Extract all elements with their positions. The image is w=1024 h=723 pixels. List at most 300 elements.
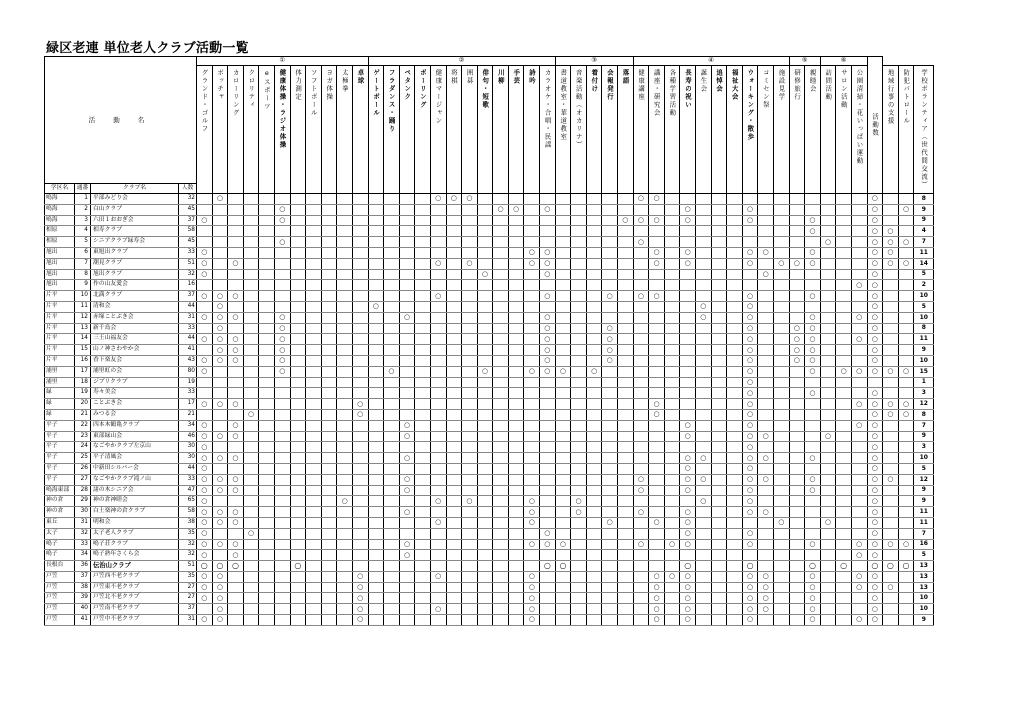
activity-mark: ○ <box>789 345 805 356</box>
activity-cell <box>649 323 665 334</box>
activity-mark: ○ <box>805 539 821 550</box>
club-name-cell: 清和会 <box>91 301 179 312</box>
activity-cell <box>399 334 415 345</box>
activity-mark: ○ <box>197 258 213 269</box>
district-cell: 浦里 <box>45 377 75 388</box>
activity-mark: ○ <box>805 291 821 302</box>
activity-cell <box>664 258 680 269</box>
activity-cell <box>711 582 727 593</box>
table-row <box>45 517 934 528</box>
activity-cell <box>415 226 431 237</box>
activity-cell <box>758 399 774 410</box>
activity-cell <box>384 258 400 269</box>
activity-cell <box>274 593 290 604</box>
activity-cell <box>259 474 275 485</box>
activity-cell <box>352 420 368 431</box>
activity-cell <box>524 420 540 431</box>
activity-cell <box>851 561 867 572</box>
activity-cell <box>337 420 353 431</box>
activity-cell <box>352 561 368 572</box>
activity-cell <box>243 377 259 388</box>
activity-cell <box>727 237 743 248</box>
activity-mark: ○ <box>274 215 290 226</box>
activity-cell <box>430 345 446 356</box>
activity-cell <box>789 485 805 496</box>
activity-cell <box>493 453 509 464</box>
activity-cell <box>337 334 353 345</box>
activity-cell <box>696 247 712 258</box>
activity-cell <box>758 463 774 474</box>
activity-cell <box>259 312 275 323</box>
club-name-cell: みつる会 <box>91 409 179 420</box>
activity-cell <box>243 496 259 507</box>
activity-mark: ○ <box>742 204 758 215</box>
activity-cell <box>462 323 478 334</box>
activity-mark: ○ <box>898 399 914 410</box>
activity-header: 書道教室・華道教室 <box>555 66 571 194</box>
activity-mark: ○ <box>352 615 368 626</box>
activity-cell <box>602 409 618 420</box>
activity-cell <box>508 442 524 453</box>
activity-mark: ○ <box>867 388 883 399</box>
activity-cell <box>243 550 259 561</box>
activity-cell <box>898 442 914 453</box>
activity-cell <box>306 312 322 323</box>
activity-mark: ○ <box>197 269 213 280</box>
activity-cell <box>462 399 478 410</box>
activity-cell <box>259 582 275 593</box>
activity-cell <box>696 399 712 410</box>
activity-cell <box>883 301 899 312</box>
activity-cell <box>462 593 478 604</box>
activity-cell <box>274 442 290 453</box>
activity-cell <box>696 539 712 550</box>
activity-cell <box>758 204 774 215</box>
activity-cell <box>384 312 400 323</box>
activity-cell <box>711 204 727 215</box>
activity-cell <box>243 388 259 399</box>
activity-cell <box>415 388 431 399</box>
activity-cell <box>555 442 571 453</box>
activity-cell <box>399 204 415 215</box>
number-cell: 36 <box>75 561 91 572</box>
activity-cell <box>555 571 571 582</box>
activity-cell <box>228 194 244 205</box>
activity-cell <box>493 550 509 561</box>
activity-cell <box>649 420 665 431</box>
number-cell: 17 <box>75 366 91 377</box>
activity-cell <box>290 323 306 334</box>
activity-mark: ○ <box>197 463 213 474</box>
activity-cell <box>290 269 306 280</box>
district-cell: 神の倉 <box>45 496 75 507</box>
activity-cell <box>618 204 634 215</box>
activity-mark: ○ <box>524 539 540 550</box>
activity-mark: ○ <box>399 474 415 485</box>
activity-cell <box>524 474 540 485</box>
activity-mark: ○ <box>805 215 821 226</box>
activity-cell <box>259 517 275 528</box>
activity-cell <box>415 517 431 528</box>
activity-cell <box>773 582 789 593</box>
activity-mark: ○ <box>228 561 244 572</box>
activity-header: ウォーキング・散歩 <box>742 66 758 194</box>
activity-cell <box>680 291 696 302</box>
number-cell: 16 <box>75 355 91 366</box>
activity-cell <box>664 355 680 366</box>
number-cell: 38 <box>75 582 91 593</box>
activity-cell <box>384 377 400 388</box>
activity-name-header: 活 動 名 <box>45 57 197 184</box>
district-cell: 平子 <box>45 420 75 431</box>
activity-mark: ○ <box>430 194 446 205</box>
activity-cell <box>290 528 306 539</box>
activity-cell <box>493 582 509 593</box>
activity-cell <box>836 334 852 345</box>
activity-cell <box>836 226 852 237</box>
activity-header: ボーリング <box>415 66 431 194</box>
district-cell: 平子 <box>45 474 75 485</box>
activity-cell <box>836 571 852 582</box>
activity-cell <box>524 323 540 334</box>
activity-cell <box>197 323 213 334</box>
activity-cell <box>758 366 774 377</box>
activity-cell <box>337 550 353 561</box>
activity-mark: ○ <box>649 247 665 258</box>
activity-count-cell: 2 <box>914 280 934 291</box>
activity-cell <box>540 388 556 399</box>
activity-cell <box>602 204 618 215</box>
activity-cell <box>399 377 415 388</box>
activity-cell <box>524 280 540 291</box>
activity-mark: ○ <box>805 345 821 356</box>
activity-cell <box>493 215 509 226</box>
activity-cell <box>197 409 213 420</box>
activity-cell <box>649 431 665 442</box>
activity-cell <box>883 593 899 604</box>
activity-cell <box>508 561 524 572</box>
activity-mark: ○ <box>197 517 213 528</box>
activity-cell <box>758 280 774 291</box>
activity-cell <box>462 215 478 226</box>
activity-mark: ○ <box>649 194 665 205</box>
activity-cell <box>368 280 384 291</box>
activity-cell <box>633 366 649 377</box>
activity-cell <box>773 485 789 496</box>
activity-header: ボッチャ <box>212 66 228 194</box>
activity-cell <box>742 226 758 237</box>
activity-cell <box>836 517 852 528</box>
activity-cell <box>851 215 867 226</box>
activity-header: 防犯パトロール <box>898 66 914 194</box>
activity-cell <box>602 615 618 626</box>
activity-cell <box>633 247 649 258</box>
activity-mark: ○ <box>758 571 774 582</box>
activity-cell <box>243 517 259 528</box>
activity-cell <box>337 442 353 453</box>
activity-cell <box>727 453 743 464</box>
activity-cell <box>290 388 306 399</box>
activity-mark: ○ <box>867 615 883 626</box>
activity-cell <box>430 507 446 518</box>
activity-mark: ○ <box>805 334 821 345</box>
activity-cell <box>571 194 587 205</box>
activity-cell <box>633 582 649 593</box>
activity-cell <box>773 247 789 258</box>
table-row <box>45 269 934 280</box>
activity-mark: ○ <box>805 571 821 582</box>
activity-cell <box>773 420 789 431</box>
activity-mark: ○ <box>274 334 290 345</box>
activity-mark: ○ <box>883 474 899 485</box>
activity-mark: ○ <box>197 539 213 550</box>
activity-header: 各種学習活動 <box>664 66 680 194</box>
activity-mark: ○ <box>805 474 821 485</box>
activity-cell <box>384 334 400 345</box>
activity-mark: ○ <box>508 204 524 215</box>
activity-cell <box>555 247 571 258</box>
activity-mark: ○ <box>867 496 883 507</box>
district-cell: 長根台 <box>45 561 75 572</box>
activity-mark: ○ <box>446 194 462 205</box>
activity-cell <box>680 194 696 205</box>
activity-cell <box>586 226 602 237</box>
activity-cell <box>742 269 758 280</box>
activity-mark: ○ <box>680 247 696 258</box>
activity-mark: ○ <box>228 258 244 269</box>
activity-cell <box>664 237 680 248</box>
activity-cell <box>306 258 322 269</box>
activity-cell <box>773 215 789 226</box>
activity-cell <box>446 204 462 215</box>
activity-cell <box>773 355 789 366</box>
activity-cell <box>462 485 478 496</box>
activity-cell <box>321 528 337 539</box>
activity-cell <box>851 194 867 205</box>
activity-mark: ○ <box>742 377 758 388</box>
activity-cell <box>274 399 290 410</box>
activity-cell <box>430 463 446 474</box>
activity-mark: ○ <box>290 561 306 572</box>
activity-cell <box>493 194 509 205</box>
activity-cell <box>571 247 587 258</box>
activity-cell <box>586 258 602 269</box>
activity-cell <box>524 463 540 474</box>
activity-cell <box>399 463 415 474</box>
activity-cell <box>555 269 571 280</box>
activity-cell <box>306 291 322 302</box>
activity-mark: ○ <box>805 593 821 604</box>
activity-cell <box>586 291 602 302</box>
activity-cell <box>664 431 680 442</box>
activity-cell <box>368 485 384 496</box>
activity-cell <box>571 323 587 334</box>
activity-count-cell: 14 <box>914 258 934 269</box>
activity-cell <box>618 312 634 323</box>
activity-cell <box>228 615 244 626</box>
activity-cell <box>758 528 774 539</box>
activity-mark: ○ <box>540 334 556 345</box>
activity-cell <box>789 453 805 464</box>
number-cell: 39 <box>75 593 91 604</box>
table-row <box>45 431 934 442</box>
activity-cell <box>446 593 462 604</box>
activity-cell <box>493 485 509 496</box>
activity-cell <box>602 593 618 604</box>
activity-header: カローリング <box>228 66 244 194</box>
activity-cell <box>649 226 665 237</box>
number-cell: 24 <box>75 442 91 453</box>
activity-cell <box>368 615 384 626</box>
activity-cell <box>898 334 914 345</box>
activity-mark: ○ <box>602 291 618 302</box>
activity-cell <box>399 226 415 237</box>
activity-cell <box>602 237 618 248</box>
activity-cell <box>555 528 571 539</box>
activity-cell <box>508 377 524 388</box>
activity-mark: ○ <box>212 571 228 582</box>
activity-cell <box>290 539 306 550</box>
activity-cell <box>742 280 758 291</box>
number-cell: 9 <box>75 280 91 291</box>
activity-cell <box>664 399 680 410</box>
activity-cell <box>649 453 665 464</box>
district-cell: 平子 <box>45 453 75 464</box>
activity-cell <box>243 269 259 280</box>
activity-cell <box>805 528 821 539</box>
activity-cell <box>540 194 556 205</box>
number-cell: 41 <box>75 615 91 626</box>
activity-cell <box>820 388 836 399</box>
activity-cell <box>290 237 306 248</box>
activity-cell <box>664 442 680 453</box>
activity-mark: ○ <box>633 291 649 302</box>
activity-cell <box>243 507 259 518</box>
activity-cell <box>228 528 244 539</box>
activity-mark: ○ <box>680 517 696 528</box>
activity-cell <box>477 615 493 626</box>
table-row <box>45 258 934 269</box>
activity-mark: ○ <box>555 539 571 550</box>
activity-cell <box>321 377 337 388</box>
activity-cell <box>352 247 368 258</box>
district-cell: 相原 <box>45 226 75 237</box>
activity-cell <box>851 463 867 474</box>
activity-cell <box>477 420 493 431</box>
activity-cell <box>898 355 914 366</box>
activity-cell <box>306 571 322 582</box>
activity-cell <box>508 420 524 431</box>
activity-mark: ○ <box>228 355 244 366</box>
activity-cell <box>602 399 618 410</box>
activity-cell <box>820 291 836 302</box>
activity-cell <box>399 582 415 593</box>
table-row <box>45 204 934 215</box>
activity-cell <box>727 388 743 399</box>
activity-mark: ○ <box>867 345 883 356</box>
activity-cell <box>508 366 524 377</box>
activity-cell <box>212 204 228 215</box>
activity-mark: ○ <box>352 604 368 615</box>
activity-cell <box>758 194 774 205</box>
activity-cell <box>727 226 743 237</box>
activity-cell <box>462 528 478 539</box>
group-header: ② <box>368 57 555 66</box>
activity-cell <box>306 431 322 442</box>
activity-cell <box>368 420 384 431</box>
activity-mark: ○ <box>649 291 665 302</box>
activity-cell <box>555 355 571 366</box>
activity-cell <box>727 517 743 528</box>
activity-cell <box>415 377 431 388</box>
activity-cell <box>773 366 789 377</box>
activity-cell <box>384 355 400 366</box>
activity-cell <box>290 355 306 366</box>
activity-cell <box>649 377 665 388</box>
activity-cell <box>508 582 524 593</box>
activity-cell <box>540 453 556 464</box>
activity-cell <box>306 550 322 561</box>
activity-cell <box>290 291 306 302</box>
activity-cell <box>820 301 836 312</box>
activity-cell <box>820 399 836 410</box>
activity-cell <box>243 237 259 248</box>
activity-mark: ○ <box>742 496 758 507</box>
activity-mark: ○ <box>540 355 556 366</box>
activity-cell <box>711 291 727 302</box>
activity-cell <box>352 463 368 474</box>
activity-cell <box>259 409 275 420</box>
activity-cell <box>384 442 400 453</box>
activity-cell <box>555 615 571 626</box>
activity-mark: ○ <box>649 571 665 582</box>
club-name-cell: 東部緑山会 <box>91 431 179 442</box>
activity-cell <box>571 312 587 323</box>
activity-cell <box>477 291 493 302</box>
activity-cell <box>368 377 384 388</box>
activity-cell <box>820 312 836 323</box>
activity-cell <box>228 247 244 258</box>
activity-mark: ○ <box>742 366 758 377</box>
activity-cell <box>446 615 462 626</box>
activity-mark: ○ <box>352 582 368 593</box>
activity-cell <box>368 604 384 615</box>
activity-cell <box>820 323 836 334</box>
district-cell: 鳴子 <box>45 539 75 550</box>
activity-cell <box>649 237 665 248</box>
activity-mark: ○ <box>805 312 821 323</box>
activity-cell <box>805 507 821 518</box>
activity-cell <box>555 194 571 205</box>
district-cell: 太子 <box>45 528 75 539</box>
activity-cell <box>851 204 867 215</box>
activity-cell <box>508 312 524 323</box>
activity-cell <box>337 593 353 604</box>
activity-cell <box>602 194 618 205</box>
activity-cell <box>430 366 446 377</box>
activity-mark: ○ <box>228 399 244 410</box>
activity-cell <box>212 366 228 377</box>
number-cell: 25 <box>75 453 91 464</box>
activity-mark: ○ <box>867 366 883 377</box>
activity-cell <box>259 334 275 345</box>
activity-header: 着付け <box>586 66 602 194</box>
activity-mark: ○ <box>742 539 758 550</box>
activity-cell <box>462 539 478 550</box>
activity-cell <box>633 604 649 615</box>
activity-cell <box>337 280 353 291</box>
activity-cell <box>446 409 462 420</box>
